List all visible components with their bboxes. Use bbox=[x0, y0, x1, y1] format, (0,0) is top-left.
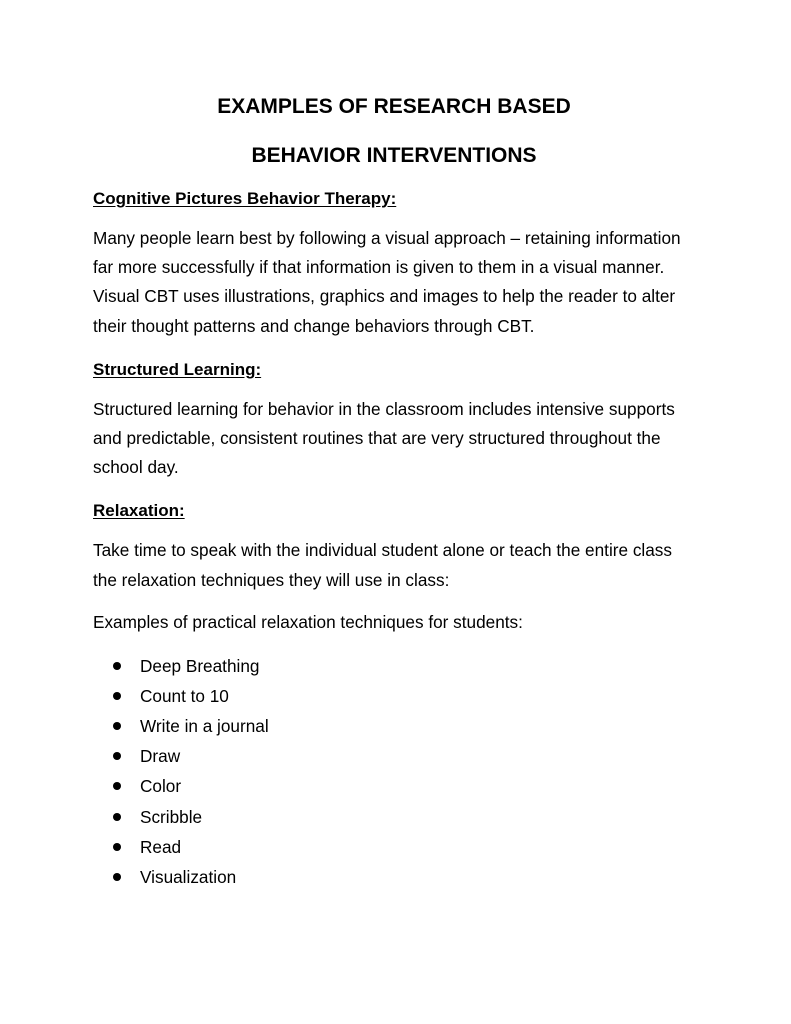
list-item-label: Read bbox=[140, 836, 182, 857]
bullet-icon bbox=[113, 843, 121, 851]
section-paragraph-structured-learning: Structured learning for behavior in the classroom includes intensive supports and predictable, consistent routines that are very structured throughout the school day. bbox=[93, 398, 675, 478]
list-item bbox=[113, 681, 695, 711]
list-item-label: Write in a journal bbox=[140, 716, 269, 737]
page-title-line-2: BEHAVIOR INTERVENTIONS bbox=[251, 144, 537, 167]
list-item bbox=[113, 771, 695, 801]
list-item-label: Deep Breathing bbox=[140, 656, 260, 677]
bullet-icon bbox=[113, 692, 121, 700]
list-item-label: Scribble bbox=[140, 806, 203, 827]
section-structured-learning bbox=[93, 358, 695, 483]
section-relaxation bbox=[93, 499, 695, 891]
list-item bbox=[113, 862, 695, 892]
section-heading-structured-learning: Structured Learning: bbox=[93, 359, 262, 379]
bullet-icon bbox=[113, 813, 121, 821]
section-paragraph-cognitive-pictures: Many people learn best by following a visual approach – retaining information far more successfully if that information is given to them in a visual manner. Visual CBT uses illustrations, graphics and images to help the reader to alter their thought patterns and change behaviors through CBT. bbox=[93, 228, 681, 336]
section-cognitive-pictures bbox=[93, 187, 695, 341]
list-item-label: Visualization bbox=[140, 866, 237, 887]
bullet-icon bbox=[113, 722, 121, 730]
bullet-icon bbox=[113, 782, 121, 790]
section-heading-relaxation: Relaxation: bbox=[93, 501, 185, 521]
page-title-line-1: EXAMPLES OF RESEARCH BASED bbox=[217, 95, 571, 118]
list-item-label: Count to 10 bbox=[140, 686, 229, 707]
list-item bbox=[113, 741, 695, 771]
list-item-label: Draw bbox=[140, 746, 181, 767]
section-heading-cognitive-pictures: Cognitive Pictures Behavior Therapy: bbox=[93, 189, 397, 208]
list-item-label: Color bbox=[140, 776, 182, 797]
list-item bbox=[113, 832, 695, 862]
relaxation-techniques-list bbox=[93, 651, 695, 892]
list-item bbox=[113, 802, 695, 832]
bullet-icon bbox=[113, 873, 121, 881]
list-intro: Examples of practical relaxation techniques for students: bbox=[93, 611, 523, 632]
bullet-icon bbox=[113, 662, 121, 670]
section-paragraph-relaxation: Take time to speak with the individual student alone or teach the entire class the relaxation techniques they will use in class: bbox=[93, 540, 672, 590]
list-item bbox=[113, 651, 695, 681]
list-item bbox=[113, 711, 695, 741]
bullet-icon bbox=[113, 752, 121, 760]
